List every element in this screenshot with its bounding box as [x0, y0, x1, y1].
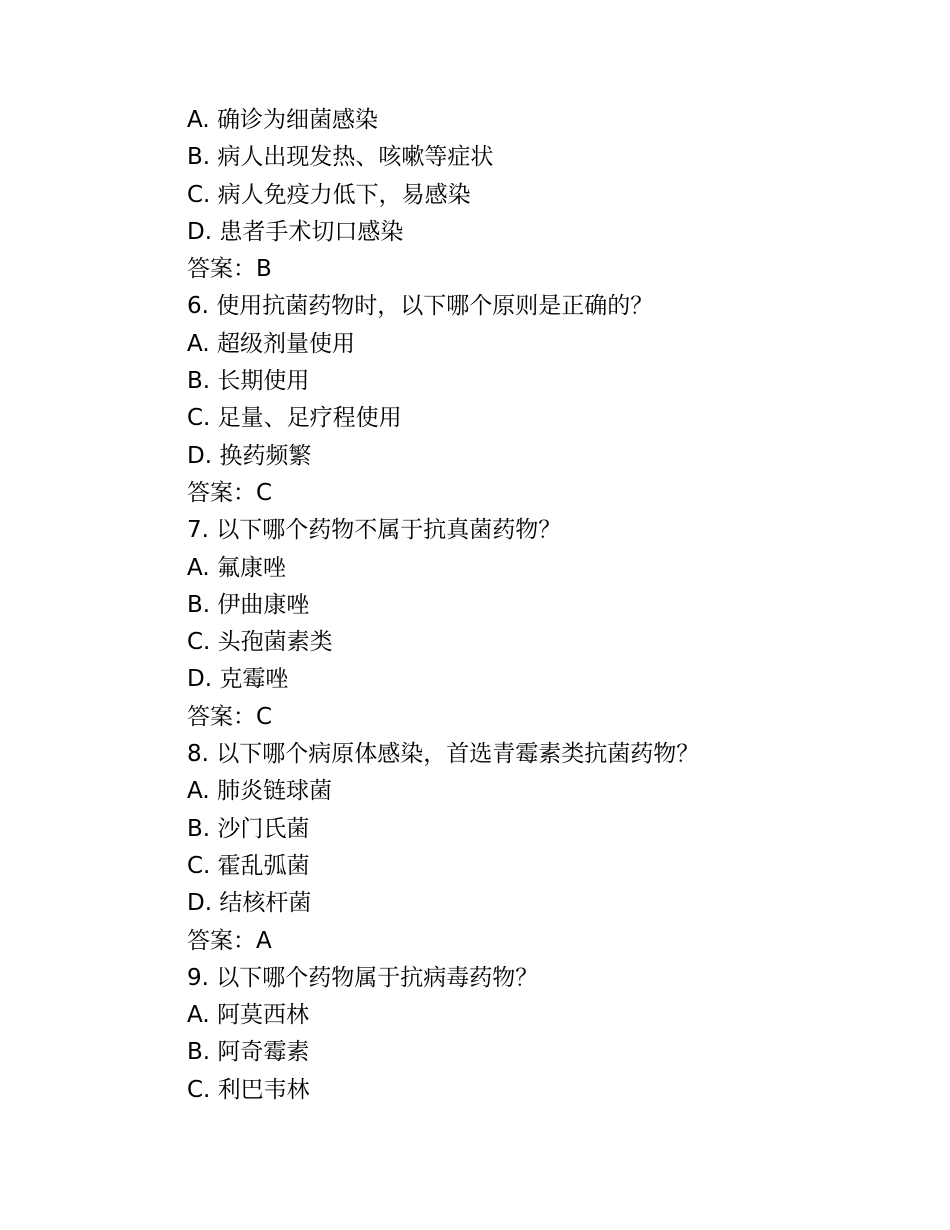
- question-7-text: 7. 以下哪个药物不属于抗真菌药物？: [187, 517, 562, 544]
- option-d-text: D. 结核杆菌: [187, 890, 312, 917]
- option-a-text: A. 确诊为细菌感染: [187, 107, 378, 133]
- option-c-text: C. 病人免疫力低下，易感染: [187, 181, 471, 208]
- option-c-text: C. 头孢菌素类: [187, 629, 333, 656]
- option-a-text: A. 阿莫西林: [187, 1002, 309, 1029]
- option-a-text: A. 氟康唑: [187, 554, 286, 581]
- option-b-text: B. 阿奇霉素: [187, 1039, 310, 1066]
- option-b-text: B. 伊曲康唑: [187, 591, 310, 618]
- answer-text: 答案：B: [187, 256, 272, 283]
- answer-text: 答案：C: [187, 479, 273, 506]
- option-c-text: C. 霍乱弧菌: [187, 852, 310, 879]
- question-6-text: 6. 使用抗菌药物时，以下哪个原则是正确的？: [187, 293, 654, 320]
- option-a-text: A. 超级剂量使用: [187, 330, 355, 357]
- option-d-text: D. 换药频繁: [187, 442, 312, 469]
- answer-text: 答案：A: [187, 927, 272, 954]
- option-d-text: D. 患者手术切口感染: [187, 218, 404, 245]
- question-8-text: 8. 以下哪个病原体感染，首选青霉素类抗菌药物？: [187, 741, 700, 768]
- option-d-text: D. 克霉唑: [187, 666, 289, 693]
- option-a-text: A. 肺炎链球菌: [187, 778, 332, 805]
- option-c-text: C. 足量、足疗程使用: [187, 405, 402, 432]
- option-b-text: B. 病人出现发热、咳嗽等症状: [187, 144, 494, 171]
- option-b-text: B. 长期使用: [187, 368, 310, 395]
- option-b-text: B. 沙门氏菌: [187, 815, 310, 842]
- document-body: [187, 102, 887, 1109]
- option-c-text: C. 利巴韦林: [187, 1076, 310, 1103]
- question-9-text: 9. 以下哪个药物属于抗病毒药物？: [187, 964, 539, 991]
- answer-text: 答案：C: [187, 703, 273, 730]
